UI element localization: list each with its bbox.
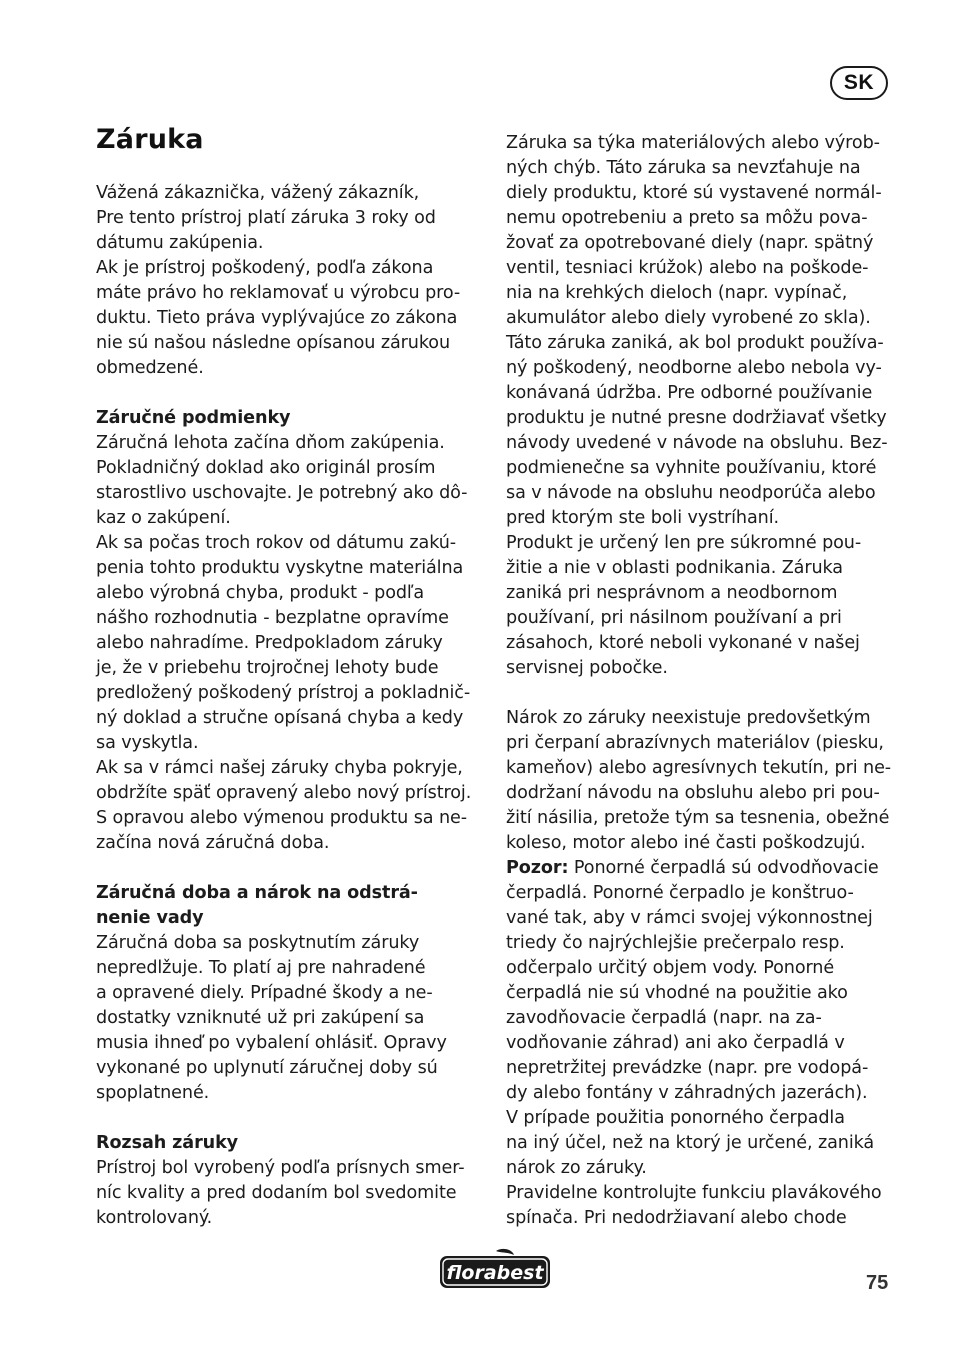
text-line: vané tak, aby v rámci svojej výkonnostnej: [506, 908, 873, 928]
text-line: pred ktorým ste boli vystríhaní.: [506, 508, 779, 528]
text-line: níc kvality a pred dodaním bol svedomite: [96, 1183, 457, 1203]
text-line: V prípade použitia ponorného čerpadla: [506, 1108, 845, 1128]
warning-label: Pozor:: [506, 858, 569, 878]
text-line: Produkt je určený len pre súkromné pou-: [506, 533, 862, 553]
paragraph-gap: [506, 681, 896, 706]
text-line: Záručná lehota začína dňom zakúpenia.: [96, 433, 445, 453]
right-column: [506, 131, 896, 1231]
text-line: nárok zo záruky.: [506, 1158, 647, 1178]
text-line: na iný účel, než na ktorý je určené, zaniká: [506, 1133, 875, 1153]
text-line: kameňov) alebo agresívnych tekutín, pri ne-: [506, 758, 892, 778]
text-line: nemu opotrebeniu a preto sa môžu pova-: [506, 208, 868, 228]
text-line: používaní, pri násilnom používaní a pri: [506, 608, 842, 628]
text-line: nie sú našou následne opísanou zárukou: [96, 333, 451, 353]
text-line: ventil, tesniaci krúžok) alebo na poškode-: [506, 258, 869, 278]
text-line: Prístroj bol vyrobený podľa prísnych smer-: [96, 1158, 465, 1178]
text-line: odčerpalo určitý objem vody. Ponorné: [506, 958, 835, 978]
logo-text: florabest: [446, 1262, 544, 1284]
text-line: Záručná doba sa poskytnutím záruky: [96, 933, 420, 953]
text-line: Pravidelne kontrolujte funkciu plavákového: [506, 1183, 882, 1203]
text-line: kontrolovaný.: [96, 1208, 213, 1228]
text-line: Nárok zo záruky neexistuje predovšetkým: [506, 708, 871, 728]
text-line: [506, 856, 896, 881]
text-line: konávaná údržba. Pre odborné používanie: [506, 383, 873, 403]
text-line: spoplatnené.: [96, 1083, 210, 1103]
language-badge: SK: [830, 66, 888, 100]
text-line: nášho rozhodnutia - bezplatne opravíme: [96, 608, 449, 628]
text-line: návody uvedené v návode na obsluhu. Bez-: [506, 433, 888, 453]
text-line: vodňovanie záhrad) ani ako čerpadlá v: [506, 1033, 845, 1053]
paragraph-gap: [96, 381, 486, 406]
text-line: Ak je prístroj poškodený, podľa zákona: [96, 258, 434, 278]
page-number: 75: [866, 1272, 889, 1294]
text-line: obdržíte späť opravený alebo nový prístroj.: [96, 783, 472, 803]
text-line: čerpadlá nie sú vhodné na použitie ako: [506, 983, 848, 1003]
text-line: diely produktu, ktoré sú vystavené normál-: [506, 183, 882, 203]
section-heading: Záručné podmienky: [96, 408, 291, 428]
text-line: podmienečne sa vyhnite používaniu, ktoré: [506, 458, 877, 478]
text-line: Vážená zákaznička, vážený zákazník,: [96, 183, 420, 203]
text-line: servisnej pobočke.: [506, 658, 668, 678]
text-line: penia tohto produktu vyskytne materiálna: [96, 558, 464, 578]
text-line: začína nová záručná doba.: [96, 833, 330, 853]
text-line: žití násilia, pretože tým sa tesnenia, obežné: [506, 808, 890, 828]
text-line: spínača. Pri nedodržiavaní alebo chode: [506, 1208, 847, 1228]
text-line: dy alebo fontány v záhradných jazerách).: [506, 1083, 868, 1103]
text-line: akumulátor alebo diely vyrobené zo skla).: [506, 308, 871, 328]
paragraph-gap: [96, 856, 486, 881]
text-line: dostatky vzniknuté už pri zakúpení sa: [96, 1008, 425, 1028]
text-line: triedy čo najrýchlejšie prečerpalo resp.: [506, 933, 845, 953]
text-line: zaniká pri nesprávnom a neodbornom: [506, 583, 838, 603]
text-line: Ak sa počas troch rokov od dátumu zakú-: [96, 533, 457, 553]
text-line: sa vyskytla.: [96, 733, 199, 753]
text-line: a opravené diely. Prípadné škody a ne-: [96, 983, 433, 1003]
text-line: ný doklad a stručne opísaná chyba a kedy: [96, 708, 464, 728]
text-line: Záruka sa týka materiálových alebo výrob-: [506, 133, 880, 153]
text-line: alebo výrobná chyba, produkt - podľa: [96, 583, 425, 603]
text-line: je, že v priebehu trojročnej lehoty bude: [96, 658, 439, 678]
text-line: koleso, motor alebo iné časti poškodzujú.: [506, 833, 866, 853]
text-line: musia ihneď po vybalení ohlásiť. Opravy: [96, 1033, 447, 1053]
text-line: produktu je nutné presne dodržiavať všetky: [506, 408, 887, 428]
text-line: Ak sa v rámci našej záruky chyba pokryje,: [96, 758, 463, 778]
page-title: Záruka: [96, 124, 204, 155]
text-line: dátumu zakúpenia.: [96, 233, 264, 253]
text-line: starostlivo uschovajte. Je potrebný ako dô-: [96, 483, 468, 503]
section-heading: nenie vady: [96, 908, 204, 928]
text-line: duktu. Tieto práva vyplývajúce zo zákona: [96, 308, 458, 328]
text-line: pri čerpaní abrazívnych materiálov (piesku,: [506, 733, 884, 753]
text-line-rest: Ponorné čerpadlá sú odvodňovacie: [568, 858, 879, 878]
text-line: nepredlžuje. To platí aj pre nahradené: [96, 958, 426, 978]
text-line: čerpadlá. Ponorné čerpadlo je konštruo-: [506, 883, 854, 903]
text-line: Pokladničný doklad ako originál prosím: [96, 458, 436, 478]
text-line: zavodňovacie čerpadlá (napr. na za-: [506, 1008, 822, 1028]
text-line: S opravou alebo výmenou produktu sa ne-: [96, 808, 467, 828]
text-line: sa v návode na obsluhu neodporúča alebo: [506, 483, 876, 503]
section-heading: Záručná doba a nárok na odstrá-: [96, 883, 418, 903]
text-line: Pre tento prístroj platí záruka 3 roky od: [96, 208, 436, 228]
text-line: žovať za opotrebované diely (napr. spätný: [506, 233, 874, 253]
text-line: alebo nahradíme. Predpokladom záruky: [96, 633, 443, 653]
text-line: Táto záruka zaniká, ak bol produkt používa-: [506, 333, 884, 353]
text-line: zásahoch, ktoré neboli vykonané v našej: [506, 633, 860, 653]
text-line: dodržaní návodu na obsluhu alebo pri pou-: [506, 783, 880, 803]
text-line: obmedzené.: [96, 358, 204, 378]
left-column: [96, 181, 486, 1231]
text-line: ný poškodený, neodborne alebo nebola vy-: [506, 358, 882, 378]
text-line: kaz o zakúpení.: [96, 508, 231, 528]
text-line: žitie a nie v oblasti podnikania. Záruka: [506, 558, 843, 578]
text-line: vykonané po uplynutí záručnej doby sú: [96, 1058, 438, 1078]
florabest-logo: [438, 1248, 552, 1290]
text-line: ných chýb. Táto záruka sa nevzťahuje na: [506, 158, 861, 178]
text-line: nia na krehkých dieloch (napr. vypínač,: [506, 283, 848, 303]
section-heading: Rozsah záruky: [96, 1133, 239, 1153]
text-line: predložený poškodený prístroj a pokladnič-: [96, 683, 471, 703]
text-line: nepretržitej prevádzke (napr. pre vodopá-: [506, 1058, 869, 1078]
text-line: máte právo ho reklamovať u výrobcu pro-: [96, 283, 461, 303]
paragraph-gap: [96, 1106, 486, 1131]
